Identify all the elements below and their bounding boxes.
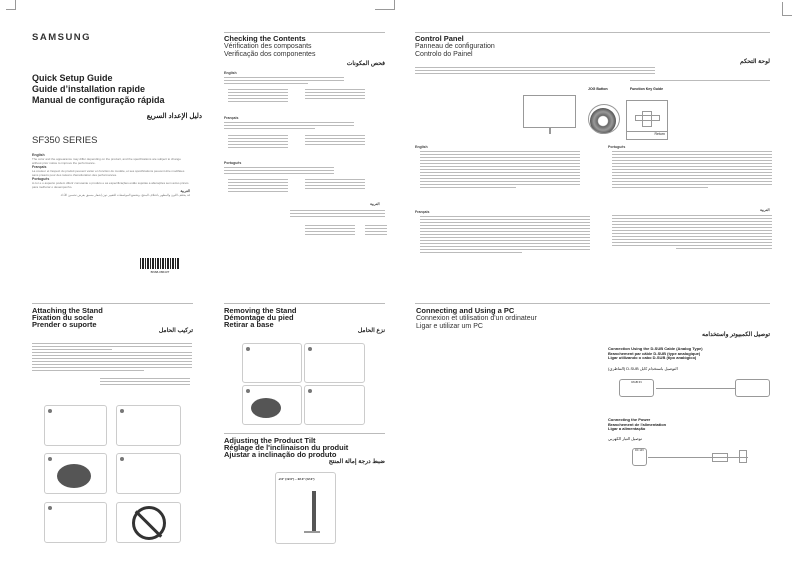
list	[228, 179, 288, 194]
text-block	[224, 77, 344, 86]
function-key-guide	[626, 100, 668, 140]
note-lang: English	[32, 153, 45, 157]
stand-titles	[32, 307, 103, 328]
key-horizontal	[635, 115, 660, 121]
section-title: Adjusting the Product Tilt	[224, 436, 316, 445]
section-title: Controlo do Painel	[415, 51, 473, 58]
lang-label: Português	[608, 145, 626, 149]
remove-step-2	[304, 343, 365, 383]
section-title: Connexion et utilisation d'un ordinateur	[416, 315, 537, 322]
crop-mark	[6, 0, 16, 10]
jog-zoom-circle	[588, 104, 620, 134]
step-image-2	[116, 405, 181, 446]
cover-title: Quick Setup Guide	[32, 73, 113, 83]
lang-label: English	[415, 145, 428, 149]
lang-label: Français	[415, 210, 430, 214]
section-title: Ligar e utilizar um PC	[416, 323, 483, 330]
list	[305, 89, 365, 101]
divider	[224, 433, 385, 434]
barcode	[140, 258, 180, 269]
crop-mark	[782, 2, 792, 16]
power-title: Connecting the Power	[608, 417, 651, 422]
section-title: Ajustar a inclinação do produto	[224, 450, 337, 459]
text-block	[224, 167, 334, 176]
contents-titles	[224, 35, 315, 59]
stand-base	[304, 531, 320, 533]
note-lang: Français	[32, 165, 47, 169]
section-title-ar: نزع الحامل	[357, 328, 385, 334]
section-title-ar: فحص المكونات	[346, 61, 385, 67]
section-title: Démontage du pied	[224, 313, 294, 322]
dsub-heading	[608, 347, 703, 361]
dsub-title: Branchement par câble D-SUB (type analogique)	[608, 350, 701, 356]
text-block	[420, 216, 590, 255]
section-title: Vérification des composants	[224, 43, 312, 50]
wall-outlet	[739, 450, 747, 463]
section-title: Attaching the Stand	[32, 306, 103, 315]
power-adapter	[712, 453, 728, 462]
note-lang: Português	[32, 177, 50, 181]
divider	[415, 32, 770, 33]
text-block	[290, 210, 385, 219]
lang-label: Français	[224, 116, 239, 120]
note-text: The color and the appearance may differ depending on the product, and the specifications are subject to change without prior notice to improve the performance.	[32, 157, 181, 165]
dsub-title: Ligar utilizando o cabo D-SUB (tipo analógico)	[608, 355, 697, 360]
monitor-side	[312, 491, 316, 531]
crop-mark	[375, 0, 395, 10]
section-title: Panneau de configuration	[415, 43, 495, 50]
text-block-ar	[630, 80, 770, 83]
return-label: Return	[627, 131, 667, 136]
divider	[224, 32, 385, 33]
dsub-title: Connection Using the D-SUB Cable (Analog Type)	[608, 346, 703, 351]
remove-titles	[224, 307, 297, 328]
note-text: قد يختلف اللون والمظهر باختلاف المنتج، وتخضع المواصفات للتغيير دون إشعار مسبق بغرض تحسين الأداء.	[60, 193, 190, 197]
lang-label: العربية	[760, 208, 770, 212]
tilt-image	[275, 472, 336, 544]
list	[228, 89, 288, 104]
divider	[415, 303, 770, 304]
power-title: Branchement de l'alimentation	[608, 421, 667, 427]
cover-title: Guide d’installation rapide	[32, 84, 146, 94]
power-cable	[648, 457, 748, 458]
section-title: Prender o suporte	[32, 320, 97, 329]
dc-in-port	[632, 448, 647, 466]
text-block	[32, 343, 192, 373]
section-title: Fixation du socle	[32, 313, 94, 322]
rgb-in-port	[619, 379, 654, 397]
dsub-title-ar: التوصيل باستخدام كابل D-SUB (التناظري)	[608, 366, 678, 371]
power-title-ar: توصيل التيار الكهربي	[608, 436, 642, 441]
note-text: La couleur et l'aspect du produit peuvent varier en fonction du modèle, et ses spécifications peuvent être modifiées sans préavis pour des raisons d'amélioration des performances.	[32, 169, 185, 177]
text-block	[612, 151, 772, 190]
section-title: Verificação dos componentes	[224, 51, 316, 58]
tilt-titles	[224, 437, 348, 458]
remove-step-1	[242, 343, 302, 383]
divider	[224, 303, 385, 304]
text-block-ar	[100, 378, 190, 387]
list	[305, 225, 355, 237]
list	[305, 135, 365, 147]
power-heading	[608, 418, 666, 432]
section-title: Retirar a base	[224, 320, 274, 329]
monitor-stand	[549, 128, 551, 134]
cover-title-ar: دليل الإعداد السريع	[146, 113, 202, 120]
list	[305, 179, 365, 191]
step-image-4	[116, 453, 181, 494]
section-title: Control Panel	[415, 34, 464, 43]
text-block	[224, 122, 354, 131]
connect-titles	[416, 307, 537, 331]
step-image-1	[44, 405, 107, 446]
series-name: SF350 SERIES	[32, 135, 98, 146]
jog-label: JOG Button	[588, 87, 608, 91]
rgb-in-label: RGB IN	[631, 380, 642, 384]
dc-in-label: DC 14V	[635, 449, 644, 452]
note-text: A cor e o aspecto podem diferir consoante o produto e as especificações estão sujeitas a alterações sem aviso prévio para melhorar o desempenho.	[32, 181, 189, 189]
cover-titles	[32, 73, 165, 106]
note-lang: العربية	[180, 189, 190, 193]
lang-label: English	[224, 71, 237, 75]
samsung-logo: SAMSUNG	[32, 32, 92, 43]
section-title-ar: لوحة التحكم	[739, 59, 770, 65]
remove-step-4	[304, 385, 365, 425]
cover-title: Manual de configuração rápida	[32, 95, 165, 105]
list	[228, 135, 288, 150]
section-title: Checking the Contents	[224, 34, 306, 43]
text-block	[415, 67, 655, 76]
step-image-5	[44, 502, 107, 543]
text-block-ar	[612, 215, 772, 251]
divider	[32, 303, 193, 304]
section-title-ar: توصيل الكمبيوتر واستخدامه	[701, 332, 770, 338]
power-title: Ligar a alimentação	[608, 426, 646, 431]
cover-notes	[32, 153, 190, 197]
remove-step-3	[242, 385, 302, 425]
tilt-range: -2.0° (±2.0°) ~ 22.0° (±2.0°)	[278, 477, 315, 481]
control-titles	[415, 35, 495, 59]
lang-label: العربية	[370, 202, 380, 206]
section-title-ar: تركيب الحامل	[158, 328, 193, 334]
function-key-label: Function Key Guide	[630, 87, 664, 91]
section-title: Removing the Stand	[224, 306, 297, 315]
pc-port	[735, 379, 770, 397]
section-title-ar: ضبط درجة إمالة المنتج	[328, 459, 385, 465]
list	[365, 225, 387, 237]
section-title: Connecting and Using a PC	[416, 306, 515, 315]
text-block	[420, 151, 580, 190]
step-image-3	[44, 453, 107, 494]
barcode-number: BN68-08643T	[150, 270, 170, 274]
monitor-back-diagram	[523, 95, 576, 128]
warning-image	[116, 502, 181, 543]
section-title: Réglage de l'inclinaison du produit	[224, 443, 349, 452]
lang-label: Português	[224, 161, 242, 165]
